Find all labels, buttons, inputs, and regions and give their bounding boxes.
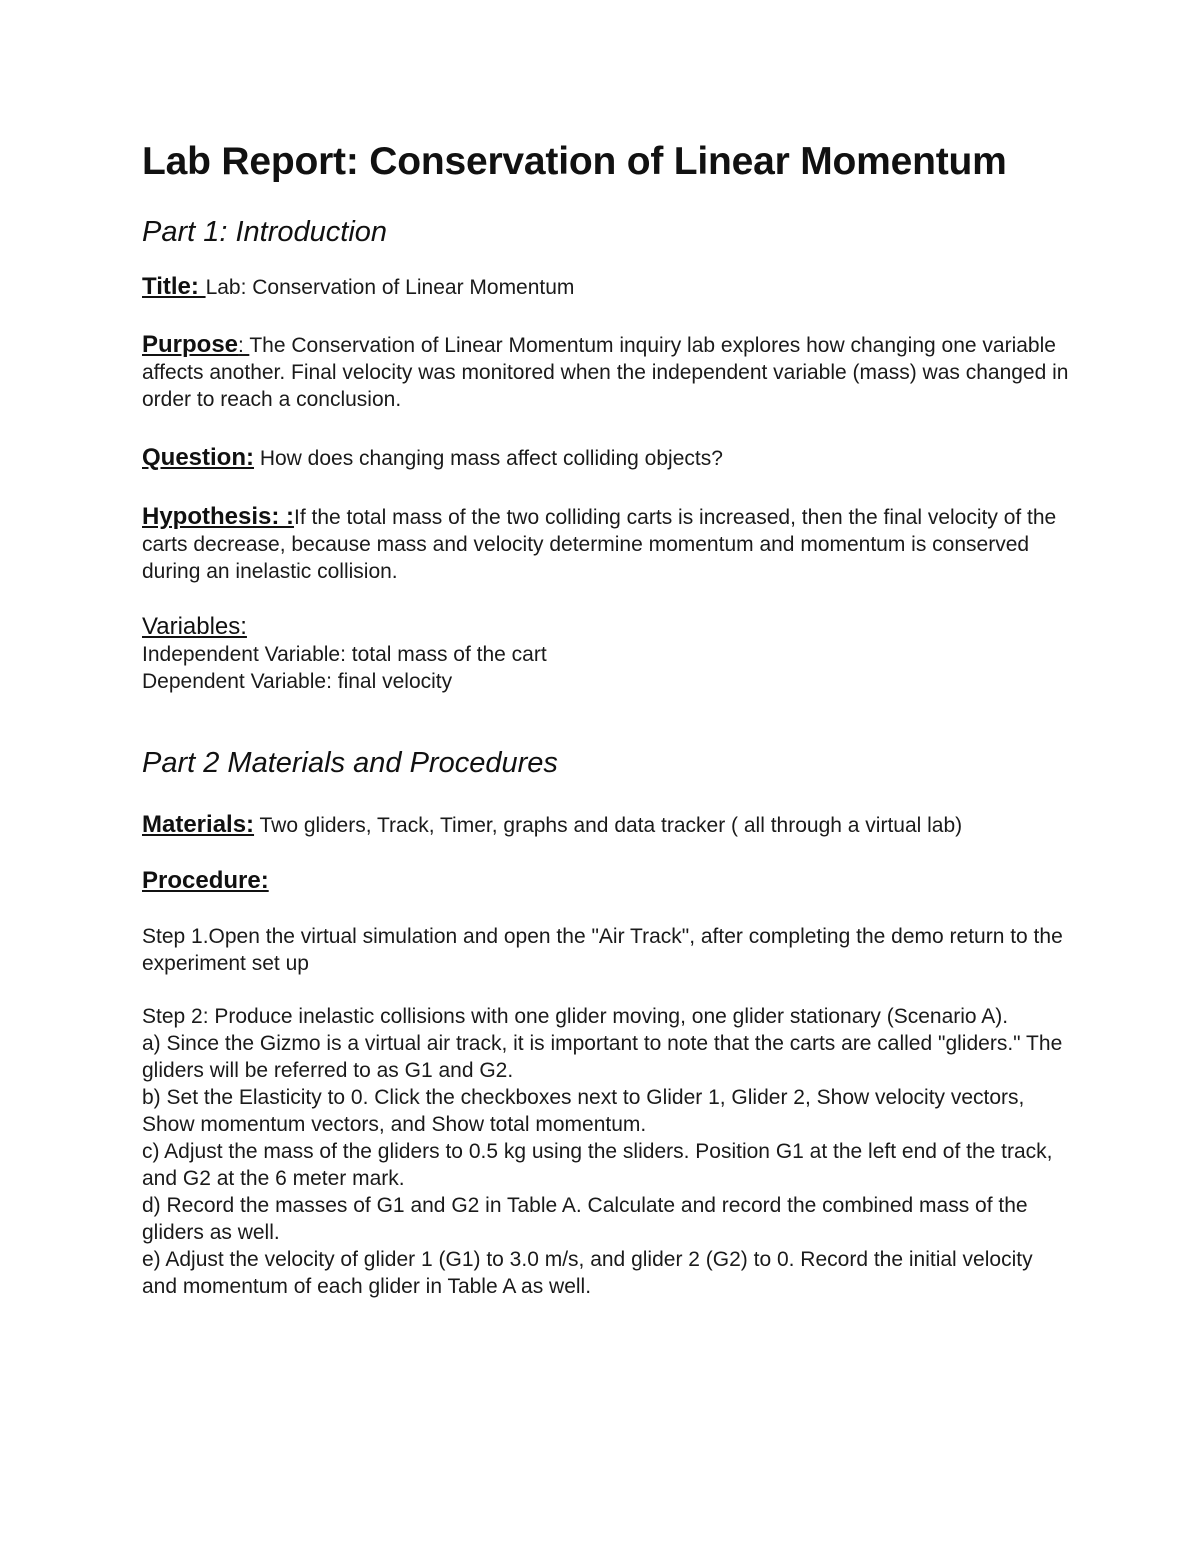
purpose-label: Purpose — [142, 331, 239, 358]
title-text: Lab: Conservation of Linear Momentum — [205, 276, 575, 299]
step-1: Step 1.Open the virtual simulation and open the "Air Track", after completing the demo return to the experiment set up — [142, 925, 1063, 975]
materials-text: Two gliders, Track, Timer, graphs and data tracker ( all through a virtual lab) — [254, 814, 963, 837]
variables-label: Variables: — [142, 613, 247, 640]
title-paragraph — [142, 273, 1072, 301]
hypothesis-label: Hypothesis: : — [142, 503, 295, 530]
part1-heading: Part 1: Introduction — [142, 216, 388, 248]
part2-heading: Part 2 Materials and Procedures — [142, 747, 558, 779]
purpose-paragraph — [142, 331, 1072, 413]
step-2c: c) Adjust the mass of the gliders to 0.5 kg using the sliders. Position G1 at the left end of the track, and G2 at the 6 meter mark. — [142, 1140, 1053, 1190]
document-content — [142, 138, 1072, 1300]
dependent-variable: Dependent Variable: final velocity — [142, 670, 453, 693]
materials-label: Materials: — [142, 811, 255, 838]
hypothesis-text: If the total mass of the two colliding carts is increased, then the final velocity of the carts decrease, because mass and velocity determine momentum and momentum is conserved during an inelastic collision. — [142, 506, 1057, 583]
independent-variable: Independent Variable: total mass of the cart — [142, 643, 547, 666]
question-paragraph — [142, 444, 1072, 472]
purpose-text: The Conservation of Linear Momentum inquiry lab explores how changing one variable affects another. Final velocity was monitored when the independent variable (mass) was changed in order to reach a conclusion. — [142, 334, 1069, 411]
question-label: Question: — [142, 444, 254, 471]
variables-heading — [142, 613, 1072, 641]
step-2b: b) Set the Elasticity to 0. Click the checkboxes next to Glider 1, Glider 2, Show velocity vectors, Show momentum vectors, and Show total momentum. — [142, 1086, 1025, 1136]
step-2d: d) Record the masses of G1 and G2 in Table A. Calculate and record the combined mass of the gliders as well. — [142, 1194, 1028, 1244]
step-2a: a) Since the Gizmo is a virtual air track, it is important to note that the carts are called "gliders." The gliders will be referred to as G1 and G2. — [142, 1032, 1063, 1082]
materials-paragraph — [142, 811, 1072, 839]
hypothesis-paragraph — [142, 503, 1072, 585]
step-2: Step 2: Produce inelastic collisions with one glider moving, one glider stationary (Scenario A). — [142, 1005, 1009, 1028]
step-2-block — [142, 1003, 1072, 1300]
procedure-heading — [142, 867, 1072, 895]
purpose-colon: : — [238, 334, 250, 357]
title-label: Title: — [142, 273, 206, 300]
document-title: Lab Report: Conservation of Linear Momentum — [142, 140, 1007, 183]
procedure-label: Procedure: — [142, 867, 269, 894]
question-text: How does changing mass affect colliding objects? — [254, 447, 723, 470]
step-2e: e) Adjust the velocity of glider 1 (G1) to 3.0 m/s, and glider 2 (G2) to 0. Record the initial velocity and momentum of each glider in Table A as well. — [142, 1248, 1033, 1298]
